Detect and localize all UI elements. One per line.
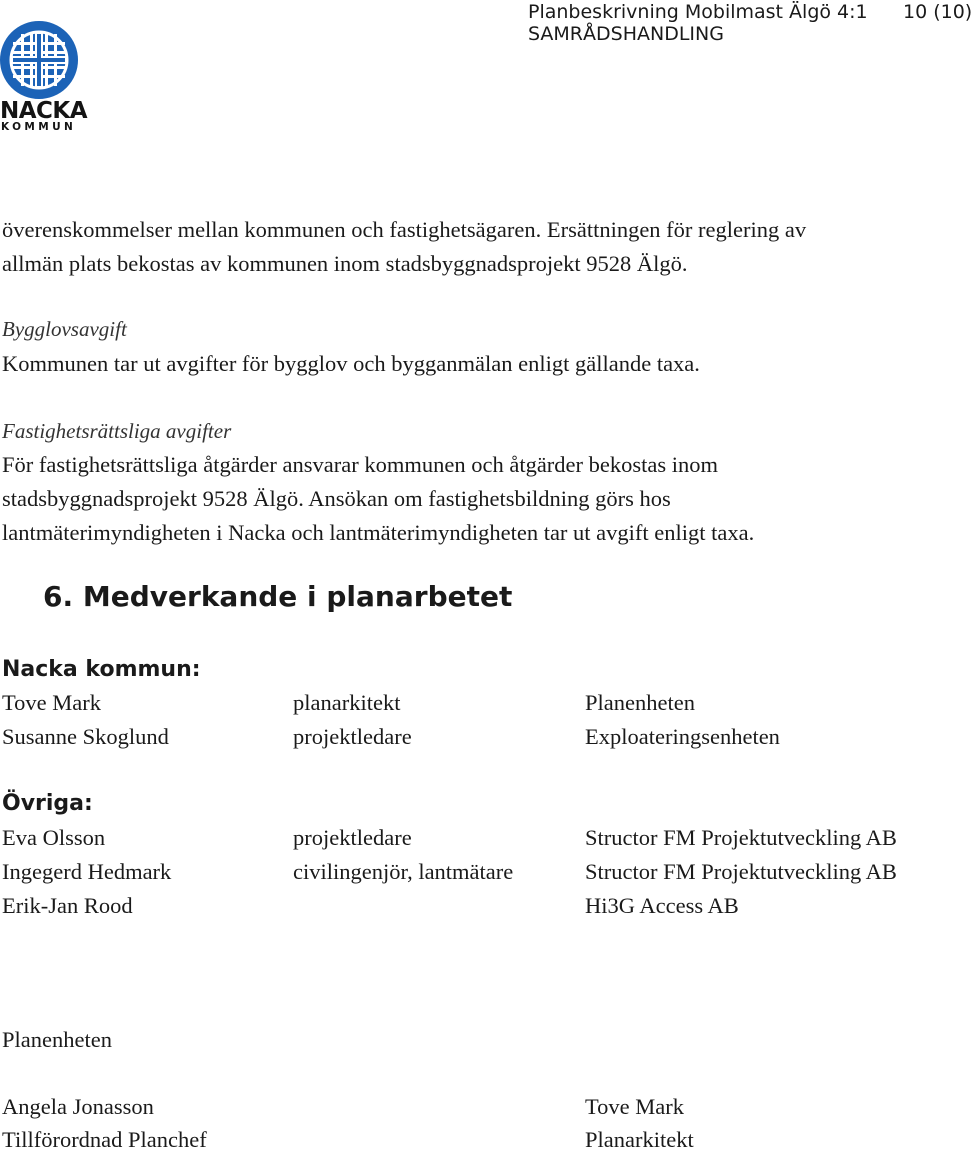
participant-role: civilingenjör, lantmätare — [293, 859, 514, 884]
participant-role: planarkitekt — [293, 690, 401, 715]
participant-name: Eva Olsson — [2, 825, 106, 850]
table-row — [0, 686, 960, 720]
section-heading: 6. Medverkande i planarbetet — [43, 580, 513, 613]
bygglov-text: Kommunen tar ut avgifter för bygglov och bygganmälan enligt gällande taxa. — [2, 351, 700, 376]
table-row — [0, 821, 960, 855]
signature-right-name: Tove Mark — [585, 1094, 685, 1119]
fastighet-line-1: För fastighetsrättsliga åtgärder ansvarar kommunen och åtgärder bekostas inom — [2, 452, 719, 477]
participant-unit: Hi3G Access AB — [585, 893, 739, 918]
signature-unit: Planenheten — [2, 1027, 112, 1052]
logo-wordmark: NACKA — [0, 98, 88, 124]
logo-subtitle: KOMMUN — [1, 121, 77, 133]
table-row — [0, 720, 960, 754]
participant-role: projektledare — [293, 825, 412, 850]
signature-left-title: Tillförordnad Planchef — [2, 1127, 207, 1152]
header-document-title: Planbeskrivning Mobilmast Älgö 4:1 — [528, 1, 868, 23]
fastighet-heading: Fastighetsrättsliga avgifter — [2, 419, 232, 443]
bygglov-heading: Bygglovsavgift — [2, 317, 127, 341]
signature-right-title: Planarkitekt — [585, 1127, 694, 1152]
intro-line-1: överenskommelser mellan kommunen och fastighetsägaren. Ersättningen för reglering av — [2, 217, 807, 242]
signature-left-name: Angela Jonasson — [2, 1094, 154, 1119]
participant-name: Erik-Jan Rood — [2, 893, 133, 918]
participant-unit: Structor FM Projektutveckling AB — [585, 859, 897, 884]
header-page-number: 10 (10) — [903, 1, 972, 23]
table-row — [0, 855, 960, 889]
participant-name: Ingegerd Hedmark — [2, 859, 172, 884]
header-status: SAMRÅDSHANDLING — [528, 23, 724, 45]
participant-name: Susanne Skoglund — [2, 724, 169, 749]
intro-line-2: allmän plats bekostas av kommunen inom stadsbyggnadsprojekt 9528 Älgö. — [2, 251, 688, 276]
participant-name: Tove Mark — [2, 690, 102, 715]
ovriga-group-label: Övriga: — [2, 791, 93, 816]
table-row — [0, 889, 960, 923]
participant-role: projektledare — [293, 724, 412, 749]
fastighet-line-3: lantmäterimyndigheten i Nacka och lantmäterimyndigheten tar ut avgift enligt taxa. — [2, 520, 755, 545]
participant-unit: Structor FM Projektutveckling AB — [585, 825, 897, 850]
nacka-group-label: Nacka kommun: — [2, 657, 201, 682]
participant-unit: Planenheten — [585, 690, 695, 715]
fastighet-line-2: stadsbyggnadsprojekt 9528 Älgö. Ansökan om fastighetsbildning görs hos — [2, 486, 671, 511]
participant-unit: Exploateringsenheten — [585, 724, 780, 749]
